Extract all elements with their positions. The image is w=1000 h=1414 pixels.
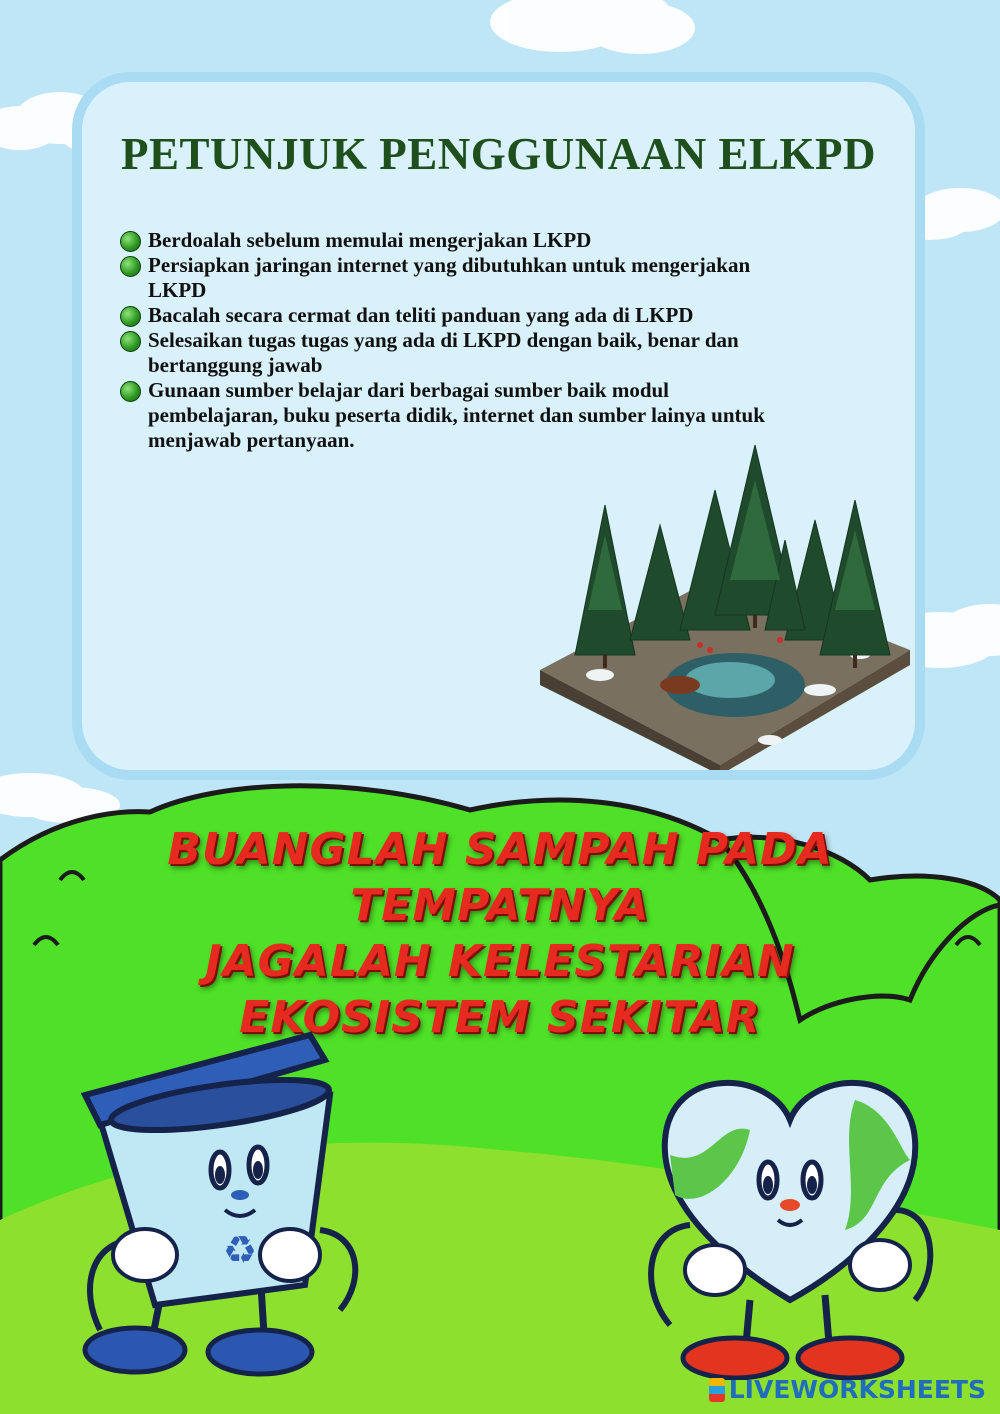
list-item: Persiapkan jaringan internet yang dibutuhkan untuk mengerjakan LKPD: [120, 253, 800, 303]
bullet-icon: [120, 256, 141, 277]
instruction-list: [120, 228, 800, 453]
bullet-icon: [120, 381, 141, 402]
brand-watermark: [709, 1375, 986, 1404]
bullet-icon: [120, 306, 141, 327]
forest-island-image: [530, 440, 920, 770]
list-item: Bacalah secara cermat dan teliti panduan yang ada di LKPD: [120, 303, 800, 328]
brand-name: LIVEWORKSHEETS: [728, 1375, 986, 1404]
slogan-banner: [80, 822, 920, 1046]
bullet-icon: [120, 231, 141, 252]
list-item: Gunaan sumber belajar dari berbagai sumber baik modul pembelajaran, buku peserta didik, internet dan sumber lainya untuk menjawab pertanyaan.: [120, 378, 800, 453]
list-item: Selesaikan tugas tugas yang ada di LKPD dengan baik, benar dan bertanggung jawab: [120, 328, 800, 378]
slogan-line: BUANGLAH SAMPAH PADA TEMPATNYA: [167, 824, 833, 931]
page-title: PETUNJUK PENGGUNAAN ELKPD: [120, 129, 877, 179]
earth-heart-mascot: [630, 1060, 950, 1380]
slogan-line: EKOSISTEM SEKITAR: [239, 992, 761, 1043]
recycle-icon: ♻: [222, 1228, 258, 1272]
list-item: Berdoalah sebelum memulai mengerjakan LKPD: [120, 228, 800, 253]
bullet-icon: [120, 331, 141, 352]
recycle-bin-mascot: [70, 1030, 370, 1380]
brand-logo-icon: [709, 1378, 725, 1402]
slogan-line: JAGALAH KELESTARIAN: [205, 936, 795, 987]
